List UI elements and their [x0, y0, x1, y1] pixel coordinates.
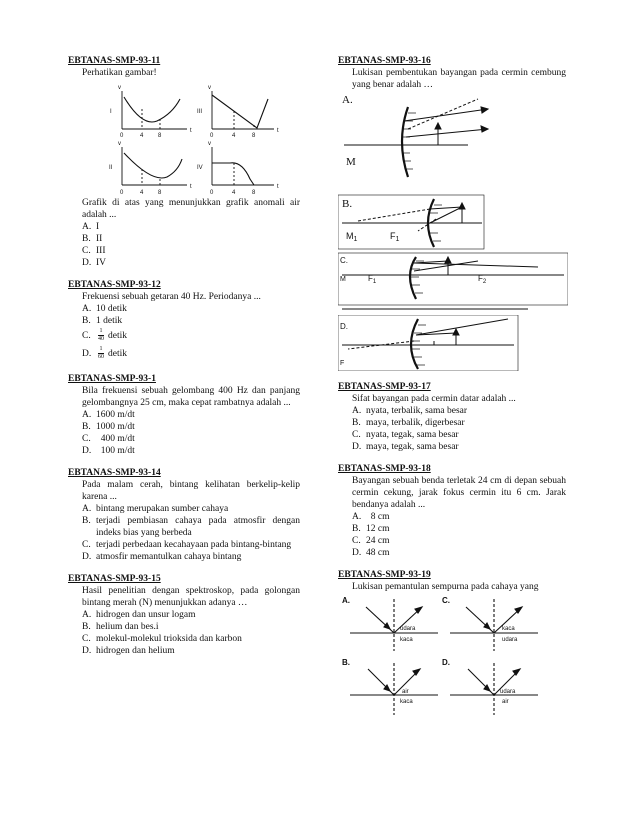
tick-label: 4 [140, 133, 144, 139]
diagram-b-label: B. [342, 658, 350, 667]
diagram-c-label: C. [340, 256, 348, 265]
axis-label-v: v [208, 85, 211, 91]
focus-label: $F_1$ [390, 231, 400, 243]
graph-iii [212, 91, 274, 129]
tick-label: 0 [120, 190, 124, 196]
diagram-b-label: B. [342, 198, 353, 210]
question-93-11 [68, 56, 300, 269]
convex-mirror-diagram-d [338, 315, 568, 371]
graph-label-ii: II [109, 165, 113, 171]
medium-label: air [502, 699, 509, 705]
diagram-c [450, 599, 538, 651]
focus-label: $F_2$ [478, 274, 487, 285]
tick-label: 8 [158, 190, 162, 196]
diagram-c [342, 257, 564, 299]
graph-label-iii: III [197, 109, 203, 115]
axis-label-v: v [118, 141, 121, 147]
focus-label: $F_1$ [368, 274, 377, 285]
medium-label: kaca [502, 626, 515, 632]
question-93-12 [68, 280, 300, 363]
diagram-a-label: A. [342, 596, 350, 605]
tick-label: 0 [210, 133, 214, 139]
axis-label-t: t [277, 184, 279, 190]
diagram-b [350, 663, 438, 715]
velocity-time-graphs [82, 79, 302, 197]
option-a[interactable]: A. 10 detik [82, 304, 127, 314]
question-93-18 [338, 464, 566, 559]
medium-label: kaca [400, 637, 413, 643]
axis-label-t: t [190, 128, 192, 134]
convex-mirror-diagrams [338, 91, 568, 317]
graph-i [122, 91, 187, 129]
question-header: EBTANAS-SMP-93-15 [68, 574, 161, 584]
option-d[interactable]: D. IV [82, 258, 107, 268]
medium-label: kaca [400, 699, 413, 705]
option-b[interactable]: B. 1000 m/dt [82, 422, 135, 432]
question-93-17 [338, 382, 566, 453]
fraction: $\frac{1}{40}$ [98, 328, 104, 343]
reflection-diagrams [338, 593, 566, 717]
diagram-a [350, 599, 438, 651]
question-stem: Hasil penelitian dengan spektroskop, pada golongan bintang merah (N) menunjukkan adanya … [82, 586, 300, 608]
option-d[interactable]: D. atmosfir memantulkan cahaya bintang [82, 552, 242, 562]
option-d[interactable]: D. $\frac{1}{60}$ detik [82, 346, 127, 361]
question-93-16 [338, 56, 566, 371]
question-header: EBTANAS-SMP-93-17 [338, 382, 431, 392]
question-stem: Grafik di atas yang menunjukkan grafik anomali air adalah ... [82, 198, 300, 220]
option-c[interactable]: C. nyata, tegak, sama besar [352, 430, 459, 440]
question-stem: Bila frekuensi sebuah gelombang 400 Hz dan panjang gelombangnya 25 cm, maka cepat rambatnya adalah ... [82, 386, 300, 408]
question-stem: Pada malam cerah, bintang kelihatan berkelip-kelip karena ... [82, 480, 300, 502]
graph-label-i: I [110, 109, 112, 115]
question-stem: Frekuensi sebuah getaran 40 Hz. Periodanya ... [82, 292, 261, 302]
graph-iv [212, 147, 274, 185]
question-intro: Perhatikan gambar! [82, 68, 157, 78]
diagram-d-label: D. [340, 322, 348, 331]
tick-label: 0 [120, 133, 124, 139]
diagram-a-label: A. [342, 94, 353, 106]
tick-label: 4 [140, 190, 144, 196]
axis-label-v: v [118, 85, 121, 91]
question-93-15 [68, 574, 300, 657]
tick-label: 8 [252, 190, 256, 196]
axis-label-v: v [208, 141, 211, 147]
focus-label: F [340, 360, 345, 367]
tick-label: 0 [210, 190, 214, 196]
medium-label: air [402, 689, 409, 695]
axis-label-t: t [277, 128, 279, 134]
option-a[interactable]: A. hidrogen dan unsur logam [82, 610, 196, 620]
diagram-c-label: C. [442, 596, 450, 605]
question-header: EBTANAS-SMP-93-14 [68, 468, 161, 478]
tick-label: 8 [252, 133, 256, 139]
question-header: EBTANAS-SMP-93-16 [338, 56, 431, 66]
question-93-14 [68, 468, 300, 563]
option-d[interactable]: D. hidrogen dan helium [82, 646, 175, 656]
question-header: EBTANAS-SMP-93-19 [338, 570, 431, 580]
tick-label: 4 [232, 133, 236, 139]
question-stem: Bayangan sebuah benda terletak 24 cm di depan sebuah cermin cekung, jarak fokus cermin itu 6 cm. Jarak bendanya adalah ... [352, 476, 566, 510]
option-c[interactable]: C. molekul-molekul trioksida dan karbon [82, 634, 242, 644]
question-stem: Sifat bayangan pada cermin datar adalah ... [352, 394, 516, 404]
option-c[interactable]: C. 24 cm [352, 536, 390, 546]
option-d[interactable]: D. 48 cm [352, 548, 390, 558]
option-d[interactable]: D. 100 m/dt [82, 446, 135, 456]
diagram-d-label: D. [442, 658, 450, 667]
question-header: EBTANAS-SMP-93-11 [68, 56, 161, 66]
option-d[interactable]: D. maya, tegak, sama besar [352, 442, 459, 452]
question-93-1 [68, 374, 300, 457]
question-stem: Lukisan pembentukan bayangan pada cermin cembung yang benar adalah … [352, 68, 566, 90]
option-b[interactable]: B. 1 detik [82, 316, 123, 326]
question-header: EBTANAS-SMP-93-12 [68, 280, 161, 290]
medium-label: udara [500, 689, 516, 695]
option-b[interactable]: B. maya, terbalik, digerbesar [352, 418, 465, 428]
mirror-center-label: $M_1$ [346, 231, 358, 243]
mirror-center-label: M [346, 156, 356, 168]
option-c[interactable]: C. 400 m/dt [82, 434, 135, 444]
medium-label: udara [502, 637, 518, 643]
question-header: EBTANAS-SMP-93-1 [68, 374, 156, 384]
option-b[interactable]: B. terjadi pembiasan cahaya pada atmosfir dengan indeks bias yang berbeda [82, 516, 300, 538]
diagram-a [344, 99, 488, 177]
option-a[interactable]: A. nyata, terbalik, sama besar [352, 406, 468, 416]
right-column [338, 56, 566, 728]
option-a[interactable]: A. 1600 m/dt [82, 410, 135, 420]
graph-label-iv: IV [197, 165, 203, 171]
option-b[interactable]: B. II [82, 234, 103, 244]
option-c[interactable]: C. terjadi perbedaan kecahayaan pada bintang-bintang [82, 540, 292, 550]
option-c[interactable]: C. III [82, 246, 106, 256]
graph-ii [122, 147, 187, 185]
tick-label: 8 [158, 133, 162, 139]
diagram-b [342, 199, 482, 247]
option-b[interactable]: B. 12 cm [352, 524, 390, 534]
option-c[interactable]: C. $\frac{1}{40}$ detik [82, 328, 127, 343]
option-a[interactable]: A. bintang merupakan sumber cahaya [82, 504, 229, 514]
diagram-d [450, 663, 538, 715]
axis-label-t: t [190, 184, 192, 190]
left-column [68, 56, 300, 668]
question-stem: Lukisan pemantulan sempurna pada cahaya yang [352, 582, 539, 592]
option-a[interactable]: A. 8 cm [352, 512, 390, 522]
option-a[interactable]: A. I [82, 222, 100, 232]
mirror-center-label: M [340, 276, 346, 283]
medium-label: udara [400, 626, 416, 632]
fraction: $\frac{1}{60}$ [98, 346, 104, 361]
option-b[interactable]: B. helium dan bes.i [82, 622, 159, 632]
question-93-19 [338, 570, 566, 717]
tick-label: 4 [232, 190, 236, 196]
question-header: EBTANAS-SMP-93-18 [338, 464, 431, 474]
